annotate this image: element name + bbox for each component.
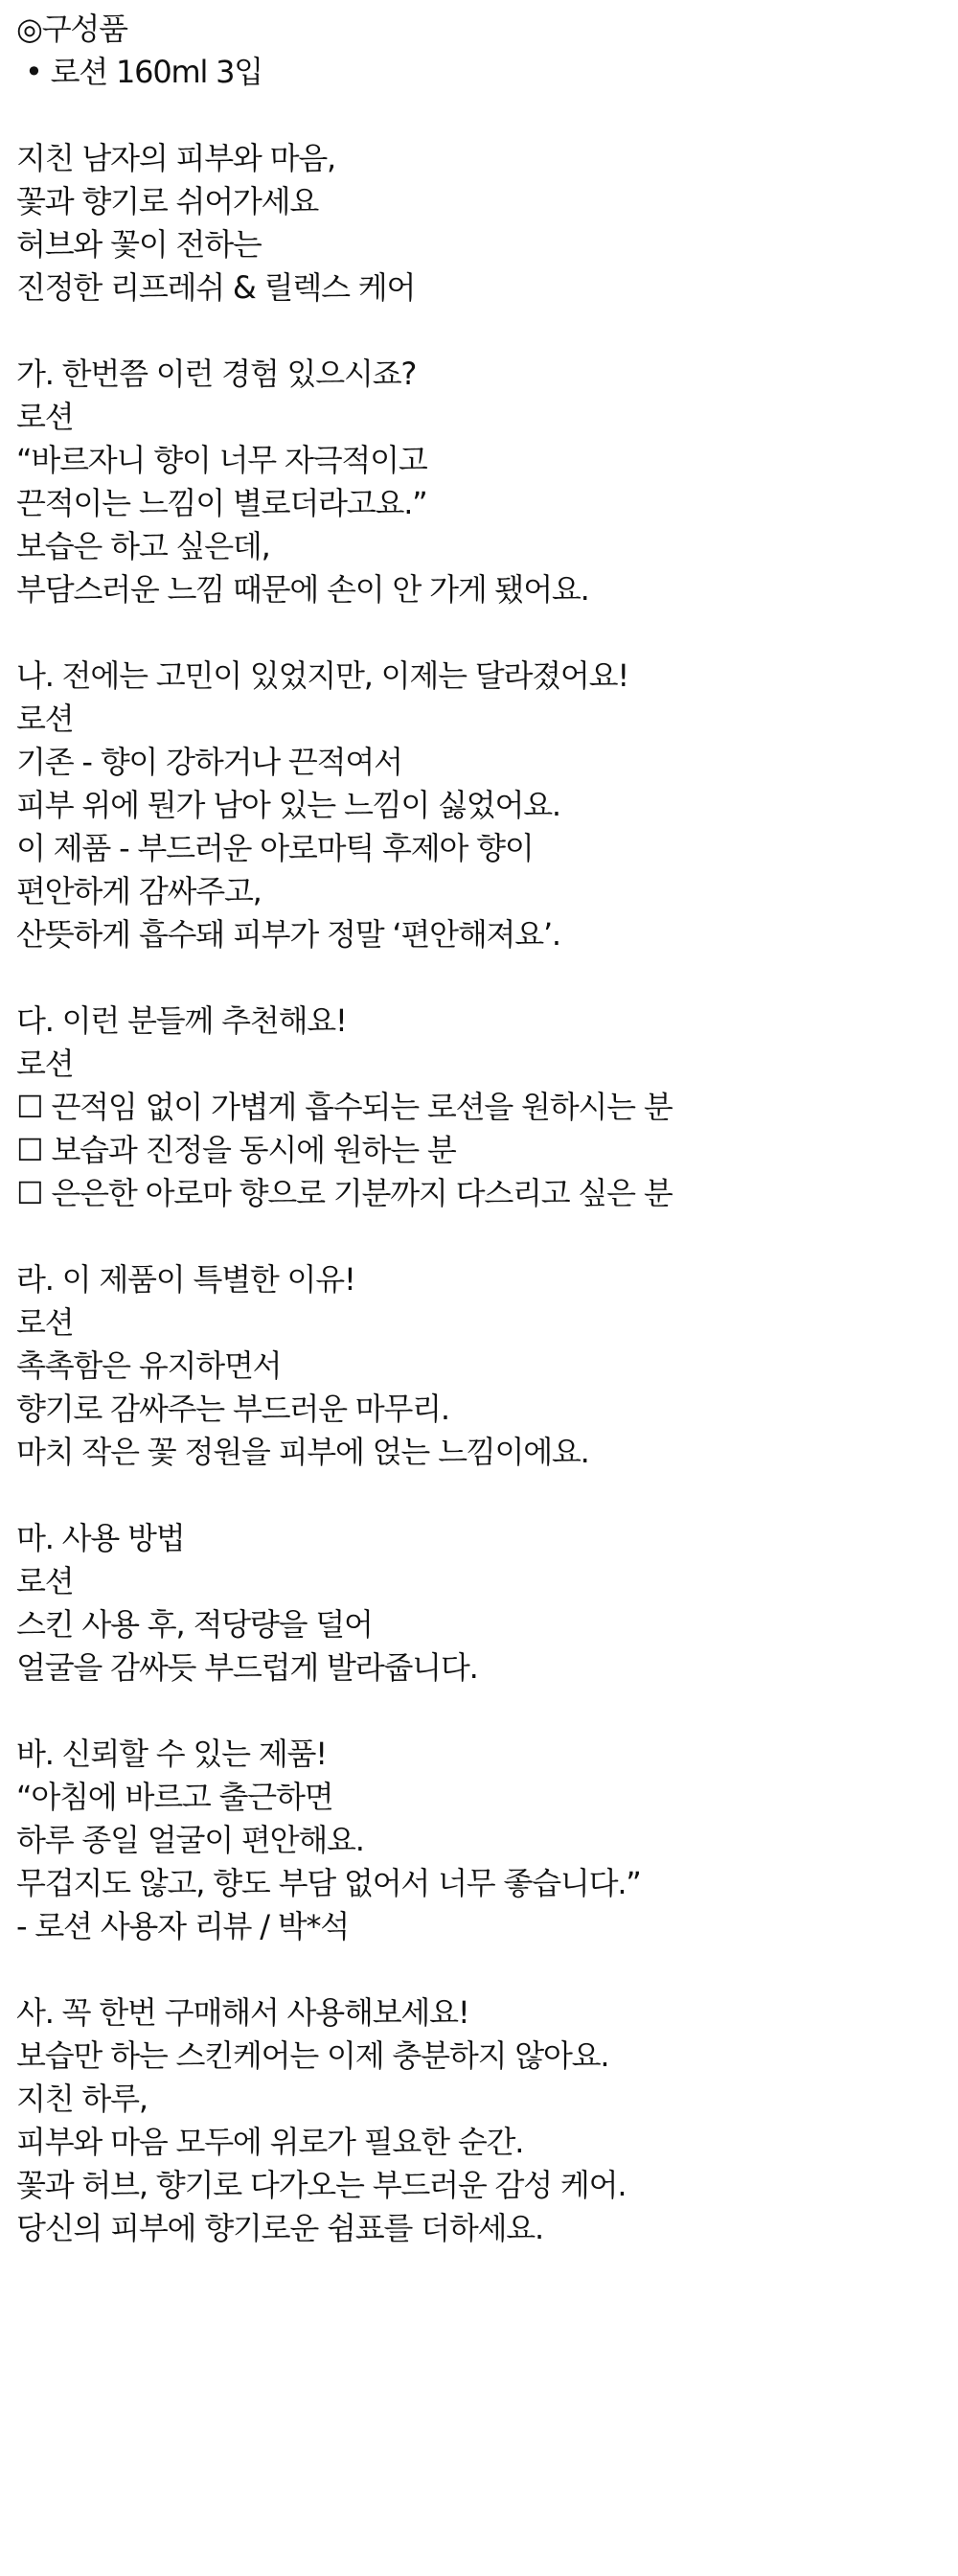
components-block — [16, 8, 942, 94]
section-heading: 나. 전에는 고민이 있었지만, 이제는 달라졌어요! — [16, 657, 628, 694]
section-g — [16, 1991, 942, 2250]
section-product-label: 로션 — [16, 1563, 74, 1599]
section-line: 편안하게 감싸주고, — [16, 873, 262, 909]
intro-block — [16, 137, 942, 310]
section-heading: 마. 사용 방법 — [16, 1520, 185, 1556]
product-description — [16, 8, 942, 2250]
section-heading: 사. 꼭 한번 구매해서 사용해보세요! — [16, 1994, 469, 2031]
section-line: 당신의 피부에 향기로운 쉼표를 더하세요. — [16, 2210, 543, 2246]
section-line: 얼굴을 감싸듯 부드럽게 발라줍니다. — [16, 1649, 478, 1686]
checklist-item: ☐ 끈적임 없이 가볍게 흡수되는 로션을 원하시는 분 — [16, 1089, 673, 1125]
components-item: • 로션 160ml 3입 — [16, 54, 262, 90]
spacer — [16, 310, 942, 353]
section-heading: 가. 한번쯤 이런 경험 있으시죠? — [16, 356, 417, 392]
section-c — [16, 1000, 942, 1215]
section-line: 부담스러운 느낌 때문에 손이 안 가게 됐어요. — [16, 571, 589, 608]
spacer — [16, 1948, 942, 1991]
section-line: 산뜻하게 흡수돼 피부가 정말 ‘편안해져요’. — [16, 916, 560, 953]
spacer — [16, 956, 942, 1000]
section-heading: 바. 신뢰할 수 있는 제품! — [16, 1736, 327, 1772]
section-f — [16, 1733, 942, 1948]
checklist-item: ☐ 보습과 진정을 동시에 원하는 분 — [16, 1132, 456, 1168]
section-line: “바르자니 향이 너무 자극적이고 — [16, 442, 427, 478]
section-b — [16, 655, 942, 956]
section-line: 보습만 하는 스킨케어는 이제 충분하지 않아요. — [16, 2037, 609, 2074]
review-attribution: - 로션 사용자 리뷰 / 박*석 — [16, 1908, 349, 1944]
section-heading: 다. 이런 분들께 추천해요! — [16, 1002, 347, 1039]
spacer — [16, 611, 942, 655]
section-product-label: 로션 — [16, 701, 74, 737]
section-line: 촉촉함은 유지하면서 — [16, 1347, 282, 1384]
spacer — [16, 1474, 942, 1517]
section-line: 피부 위에 뭔가 남아 있는 느낌이 싫었어요. — [16, 787, 560, 823]
section-line: 이 제품 - 부드러운 아로마틱 후제아 향이 — [16, 830, 534, 866]
section-line: 기존 - 향이 강하거나 끈적여서 — [16, 744, 402, 780]
section-line: 마치 작은 꽃 정원을 피부에 얹는 느낌이에요. — [16, 1434, 589, 1470]
section-line: 스킨 사용 후, 적당량을 덜어 — [16, 1606, 373, 1643]
section-line: 향기로 감싸주는 부드러운 마무리. — [16, 1391, 449, 1427]
review-line: “아침에 바르고 출근하면 — [16, 1779, 333, 1815]
section-line: 끈적이는 느낌이 별로더라고요.” — [16, 485, 427, 521]
section-line: 지친 하루, — [16, 2081, 148, 2117]
intro-line: 진정한 리프레쉬 & 릴렉스 케어 — [16, 269, 416, 306]
section-product-label: 로션 — [16, 1046, 74, 1082]
spacer — [16, 1215, 942, 1258]
spacer — [16, 1690, 942, 1733]
intro-line: 지친 남자의 피부와 마음, — [16, 140, 336, 176]
components-heading: ◎구성품 — [16, 11, 127, 47]
section-d — [16, 1258, 942, 1474]
section-line: 보습은 하고 싶은데, — [16, 528, 270, 564]
section-e — [16, 1517, 942, 1690]
section-line: 꽃과 허브, 향기로 다가오는 부드러운 감성 케어. — [16, 2167, 627, 2203]
checklist-item: ☐ 은은한 아로마 향으로 기분까지 다스리고 싶은 분 — [16, 1175, 673, 1211]
review-line: 하루 종일 얼굴이 편안해요. — [16, 1822, 364, 1858]
section-line: 피부와 마음 모두에 위로가 필요한 순간. — [16, 2124, 524, 2160]
section-heading: 라. 이 제품이 특별한 이유! — [16, 1261, 355, 1298]
intro-line: 허브와 꽃이 전하는 — [16, 226, 262, 263]
section-product-label: 로션 — [16, 1304, 74, 1341]
section-product-label: 로션 — [16, 399, 74, 435]
intro-line: 꽃과 향기로 쉬어가세요 — [16, 183, 319, 219]
section-a — [16, 353, 942, 611]
review-line: 무겁지도 않고, 향도 부담 없어서 너무 좋습니다.” — [16, 1865, 641, 1901]
spacer — [16, 94, 942, 137]
